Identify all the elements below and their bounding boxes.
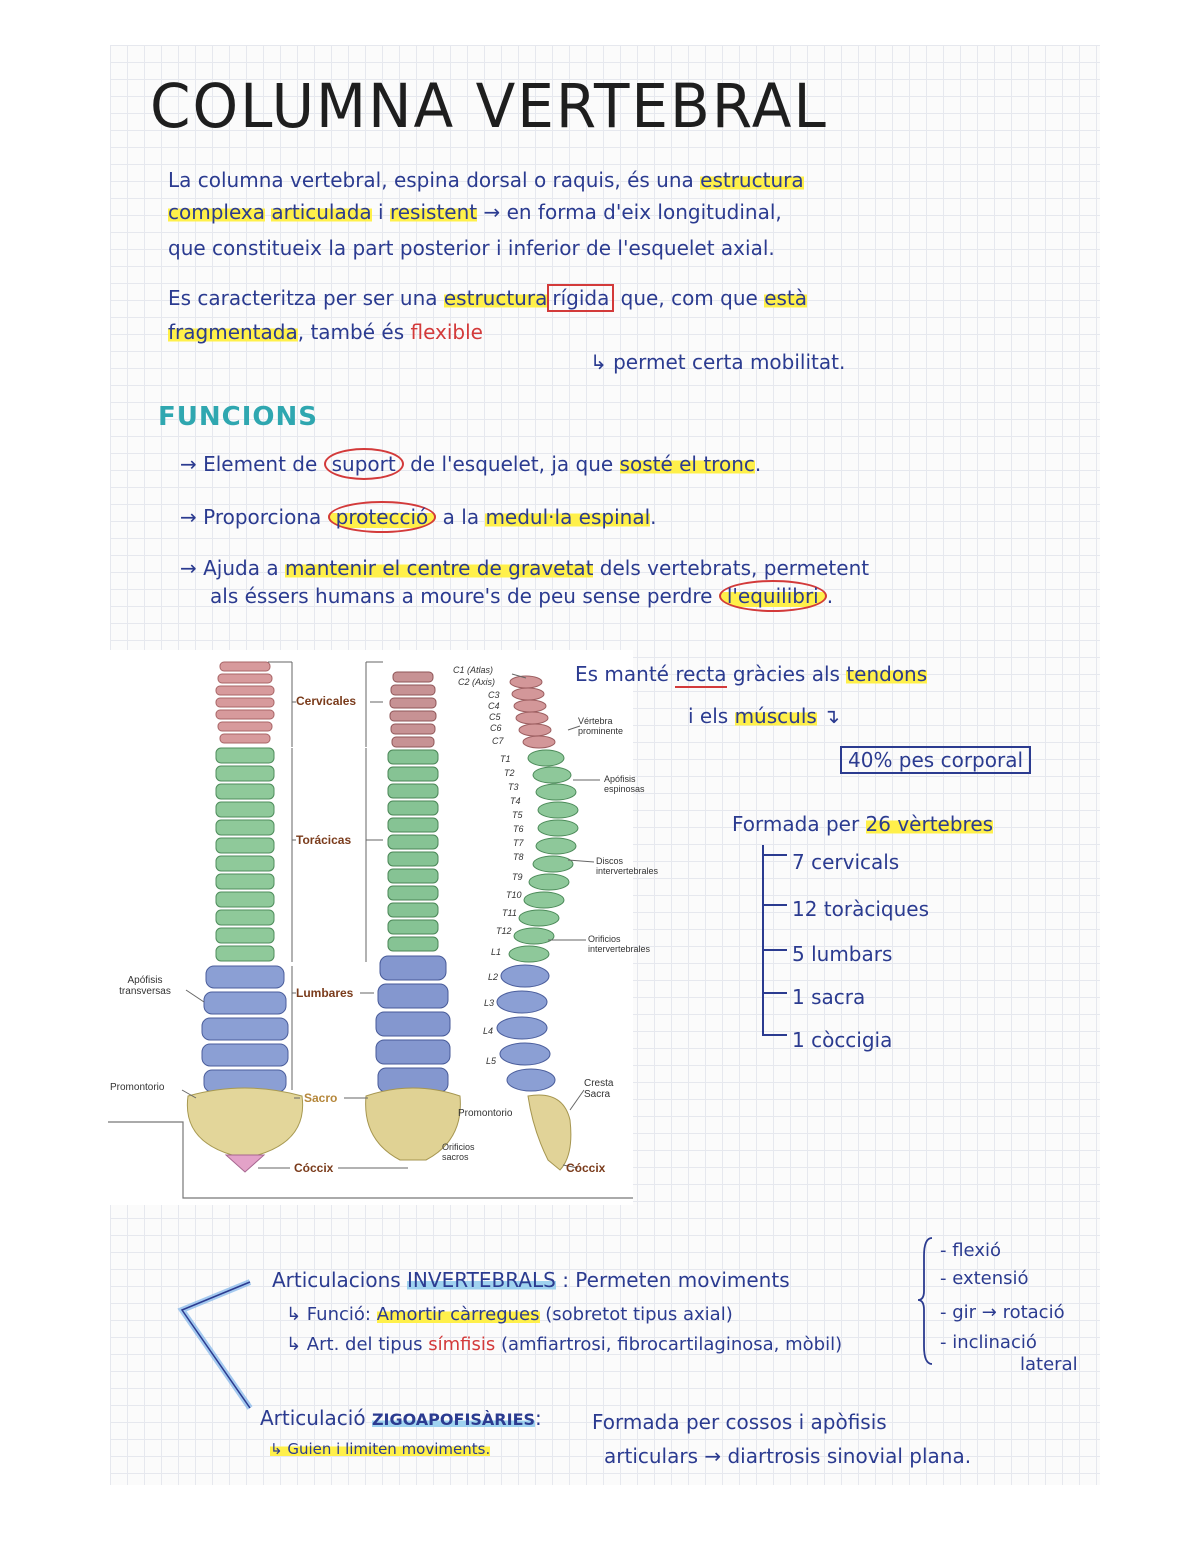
side-text: i els — [688, 704, 735, 728]
highlight-centre-gravetat: mantenir el centre de gravetat — [284, 556, 594, 580]
label-apofisis-espinosas: Apófisis espinosas — [604, 774, 645, 794]
spine-front-view — [187, 662, 302, 1172]
funcio-text: . — [826, 584, 834, 608]
label-discos-intervertebrales: Discos intervertebrales — [596, 856, 659, 876]
tick-t9: T9 — [512, 872, 523, 882]
artic-line-2 — [286, 1304, 733, 1325]
intro-text: i — [371, 200, 390, 224]
highlight-soste-el-tronc: sosté el tronc — [619, 452, 755, 476]
spine-figure — [108, 650, 659, 1205]
intro-line-3: que constitueix la part posterior i inferior de l'esquelet axial. — [168, 236, 775, 260]
funcio-text: → Element de — [180, 452, 324, 476]
artic-text: : Permeten moviments — [555, 1268, 790, 1292]
highlight-esta: està — [764, 286, 808, 310]
artic-text: Articulacions — [272, 1268, 408, 1292]
side-text: gràcies als — [726, 662, 847, 686]
intro-line-4 — [168, 286, 807, 310]
highlight-invertebrals: INVERTEBRALS — [407, 1268, 556, 1292]
tick-l2: L2 — [488, 972, 499, 982]
label-apofisis-transversas: Apófisis transversas — [119, 975, 171, 997]
label-vertebra-prominente: Vértebra prominente — [578, 716, 624, 736]
funcio-text: als éssers humans a moure's de peu sense perdre — [210, 584, 719, 608]
tick-l5: L5 — [486, 1056, 497, 1066]
highlight-estructura: estructura — [700, 168, 804, 192]
highlight-musculs: músculs — [734, 704, 817, 728]
artic-text: (amfiartrosi, fibrocartilaginosa, mòbil) — [495, 1334, 843, 1355]
highlight-fragmentada: fragmentada — [168, 320, 298, 344]
vertebra-item-cervicals: 7 cervicals — [792, 850, 900, 874]
circled-equilibri: l'equilibri — [719, 580, 827, 612]
underlined-recta: recta — [675, 662, 727, 686]
tick-l4: L4 — [483, 1026, 494, 1036]
tick-t4: T4 — [510, 796, 521, 806]
label-sacro: Sacro — [304, 1091, 338, 1105]
tick-l1: L1 — [491, 947, 502, 957]
vertebra-item-lumbars: 5 lumbars — [792, 942, 893, 966]
highlight-26-vertebres: 26 vèrtebres — [865, 812, 994, 836]
highlight-tendons: tendons — [846, 662, 928, 686]
side-line-1 — [575, 662, 927, 686]
flexible-word: flexible — [410, 320, 483, 344]
movement-lateral: lateral — [1020, 1354, 1078, 1375]
spine-back-view — [366, 672, 461, 1160]
movement-inclinacio: - inclinació — [940, 1332, 1037, 1353]
highlight-articulada: articulada — [271, 200, 372, 224]
intro-text: , també és — [297, 320, 411, 344]
side-text: Es manté — [575, 662, 676, 686]
label-cervicales: Cervicales — [296, 694, 357, 708]
tick-c4: C4 — [488, 701, 500, 711]
tick-t6: T6 — [513, 824, 524, 834]
movement-flexio: - flexió — [940, 1240, 1001, 1261]
label-promontorio-1: Promontorio — [110, 1082, 165, 1093]
tick-t7: T7 — [513, 838, 524, 848]
intro-line-1 — [168, 168, 804, 192]
funcio-text: dels vertebrats, permetent — [593, 556, 870, 580]
label-cresta-sacra: Cresta Sacra — [584, 1078, 614, 1100]
tick-c5: C5 — [489, 712, 501, 722]
movement-gir-rotacio: - gir → rotació — [940, 1302, 1065, 1323]
side-line-4 — [732, 812, 993, 836]
funcio-text: . — [754, 452, 762, 476]
funcio-text: → Proporciona — [180, 505, 328, 529]
intro-line-5 — [168, 320, 483, 344]
intro-text: que, com que — [614, 286, 765, 310]
funcio-text: a la — [436, 505, 486, 529]
label-toracicas: Torácicas — [296, 833, 352, 847]
artic-text: Articulació — [260, 1406, 372, 1430]
funcio-text: → Ajuda a — [180, 556, 285, 580]
zigo-line-1 — [260, 1406, 542, 1430]
funcio-2 — [180, 505, 657, 529]
highlight-resistent: resistent — [389, 200, 478, 224]
funcio-1 — [180, 452, 761, 476]
tick-c3: C3 — [488, 690, 500, 700]
label-coccix-2: Cóccix — [566, 1161, 606, 1175]
boxed-rigida: rígida — [547, 284, 614, 312]
intro-text: La columna vertebral, espina dorsal o raquis, és una — [168, 168, 701, 192]
label-orificios-sacros: Orificios sacros — [442, 1142, 475, 1162]
artic-line-3 — [286, 1334, 842, 1355]
tick-c2: C2 (Axis) — [458, 677, 496, 687]
highlight-zigoapofisaries: ZIGOAPOFISÀRIES — [371, 1410, 536, 1429]
artic-text: : — [535, 1406, 542, 1430]
tick-c7: C7 — [492, 736, 504, 746]
tick-t8: T8 — [513, 852, 524, 862]
tick-l3: L3 — [484, 998, 495, 1008]
funcio-text: de l'esquelet, ja que — [403, 452, 620, 476]
tick-t2: T2 — [504, 768, 515, 778]
simfisis-word: símfisis — [428, 1334, 496, 1355]
funcio-text: . — [650, 505, 657, 529]
movements-brace — [918, 1236, 938, 1366]
label-lumbares: Lumbares — [296, 986, 354, 1000]
boxed-pes-corporal: 40% pes corporal — [840, 746, 1031, 774]
spine-illustration — [108, 650, 633, 1205]
tick-t12: T12 — [496, 926, 512, 936]
movement-extensio: - extensió — [940, 1268, 1029, 1289]
highlight-guien-limiten: ↳ Guien i limiten moviments. — [270, 1440, 491, 1458]
funcions-heading: FUNCIONS — [158, 402, 318, 432]
zigo-line-2 — [270, 1440, 490, 1458]
artic-text: ↳ Funció: — [286, 1304, 377, 1325]
vertebra-list-bracket — [755, 845, 795, 1045]
intro-line-2 — [168, 200, 782, 224]
funcio-3 — [180, 556, 869, 580]
articulations-bracket — [170, 1270, 270, 1420]
side-text: Formada per — [732, 812, 866, 836]
label-orificios-intervertebrales: Orificios intervertebrales — [588, 934, 651, 954]
circled-proteccio: protecció — [328, 501, 437, 533]
artic-text: (sobretot tipus axial) — [539, 1304, 733, 1325]
tick-t1: T1 — [500, 754, 511, 764]
spine-side-view — [497, 676, 578, 1170]
label-coccix-1: Cóccix — [294, 1161, 334, 1175]
page-title: COLUMNA VERTEBRAL — [150, 70, 828, 142]
zigo-formada: Formada per cossos i apòfisis — [592, 1410, 887, 1434]
tick-c6: C6 — [490, 723, 502, 733]
circled-suport: suport — [324, 448, 404, 480]
tick-t10: T10 — [506, 890, 522, 900]
tick-t3: T3 — [508, 782, 519, 792]
funcio-3-cont — [210, 584, 833, 608]
side-line-2 — [688, 704, 840, 728]
tick-t5: T5 — [512, 810, 523, 820]
vertebra-item-toraciques: 12 toràciques — [792, 897, 930, 921]
intro-line-6: ↳ permet certa mobilitat. — [590, 350, 846, 374]
vertebra-item-coccigia: 1 còccigia — [792, 1028, 893, 1052]
tick-c1: C1 (Atlas) — [453, 665, 494, 675]
vertebra-item-sacra: 1 sacra — [792, 985, 866, 1009]
highlight-complexa: complexa — [168, 200, 266, 224]
highlight-estructura-2: estructura — [443, 286, 548, 310]
zigo-line-3: articulars → diartrosis sinovial plana. — [604, 1444, 972, 1468]
intro-text: → en forma d'eix longitudinal, — [477, 200, 782, 224]
side-text: ↴ — [816, 704, 840, 728]
highlight-amortir-carregues: Amortir càrregues — [376, 1304, 540, 1325]
highlight-medulla-espinal: medul·la espinal — [485, 505, 651, 529]
intro-text: Es caracteritza per ser una — [168, 286, 444, 310]
label-promontorio-2: Promontorio — [458, 1108, 513, 1119]
artic-line-1 — [272, 1268, 790, 1292]
tick-t11: T11 — [502, 908, 517, 918]
artic-text: ↳ Art. del tipus — [286, 1334, 429, 1355]
